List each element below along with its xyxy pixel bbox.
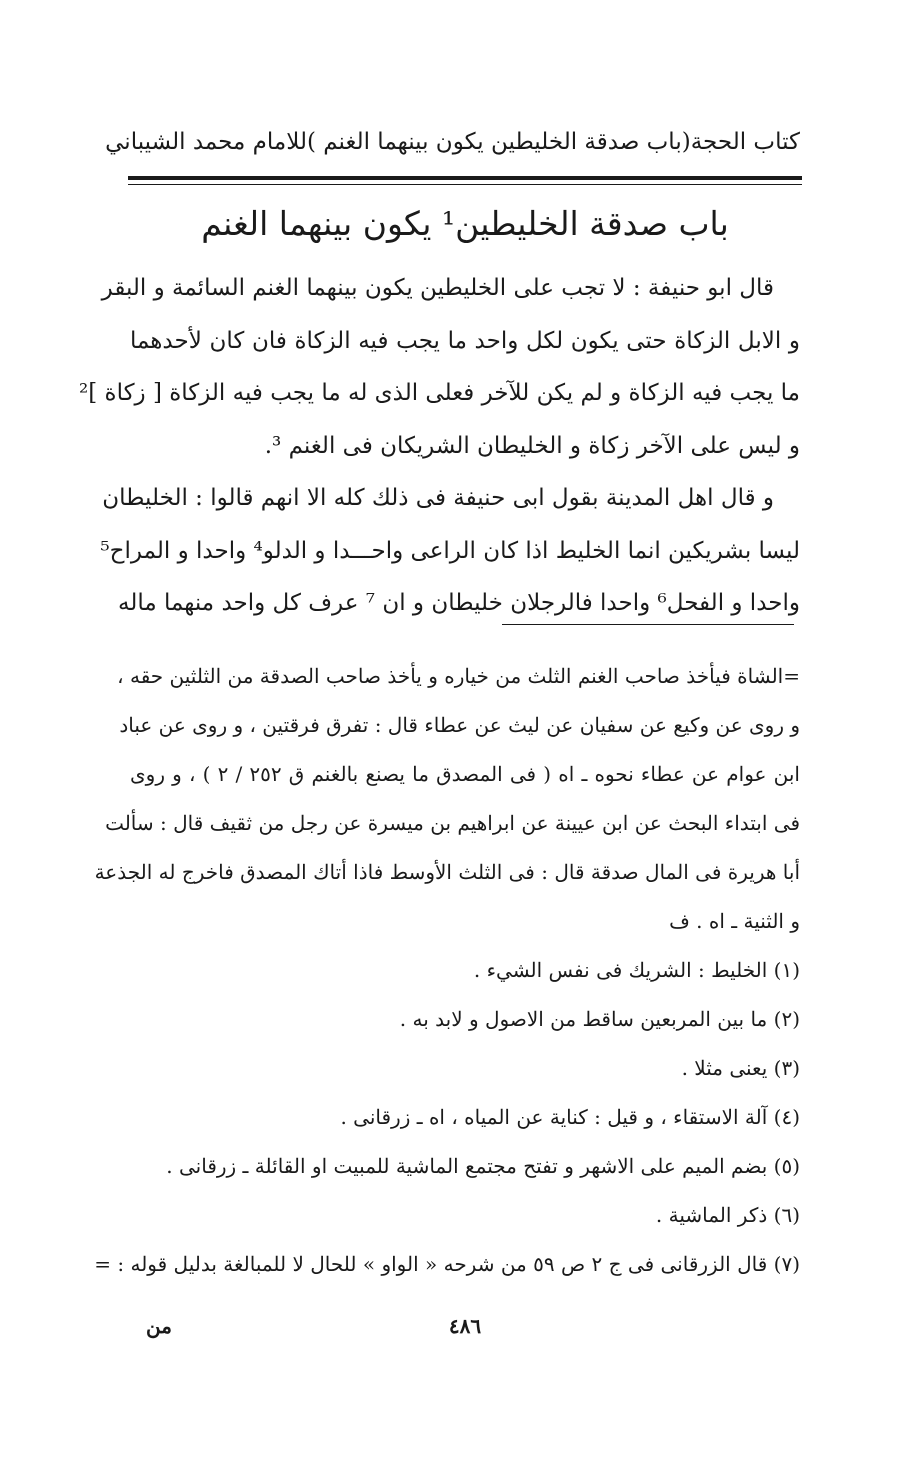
- main-text-line: قال ابو حنيفة : لا تجب على الخليطين يكون بينهما الغنم السائمة و البقر: [101, 275, 774, 301]
- footnote-line: و الثنية ـ اه . ف: [669, 909, 800, 933]
- header-book-title: كتاب الحجة: [690, 129, 800, 155]
- footnote-line: و روى عن وكيع عن سفيان عن ليث عن عطاء قال : تفرق فرقتين ، و روى عن عباد: [119, 713, 800, 737]
- footnote-line: أبا هريرة فى المال صدقة قال : فى الثلث الأوسط فاذا أتاك المصدق فاخرج له الجذعة: [94, 860, 800, 884]
- footnote-line: فى ابتداء البحث عن ابن عيينة عن ابراهيم بن ميسرة عن رجل من ثقيف قال : سألت: [105, 811, 800, 835]
- main-text-line: و قال اهل المدينة بقول ابى حنيفة فى ذلك كله الا انهم قالوا : الخليطان: [102, 485, 774, 511]
- footnote-item: (١) الخليط : الشريك فى نفس الشيء .: [473, 958, 800, 982]
- page-number: ٤٨٦: [448, 1314, 482, 1338]
- header-chapter-title: (باب صدقة الخليطين يكون بينهما الغنم ): [306, 129, 691, 155]
- main-text-line: واحدا و الفحل⁶ واحدا فالرجلان خليطان و ان ⁷ عرف كل واحد منهما ماله: [117, 590, 800, 616]
- main-text-line: و الابل الزكاة حتى يكون لكل واحد ما يجب فيه الزكاة فان كان لأحدهما: [130, 327, 800, 354]
- footnote-item: (٤) آلة الاستقاء ، و قيل : كناية عن المياه ، اه ـ زرقانى .: [340, 1105, 800, 1129]
- footnote-separator: [502, 624, 794, 625]
- chapter-title: باب صدقة الخليطين¹ يكون بينهما الغنم: [201, 204, 729, 243]
- footnote-item: (٧) قال الزرقانى فى ج ٢ ص ٥٩ من شرحه « الواو » للحال لا للمبالغة بدليل قوله : =: [94, 1252, 800, 1276]
- footnote-item: (٦) ذكر الماشية .: [655, 1203, 800, 1227]
- main-text-line: و ليس على الآخر زكاة و الخليطان الشريكان فى الغنم ³.: [264, 432, 800, 459]
- page-footer: [130, 1314, 800, 1350]
- footnote-item: (٥) بضم الميم على الاشهر و تفتح مجتمع الماشية للمبيت او القائلة ـ زرقانى .: [166, 1154, 800, 1178]
- footnotes: [94, 652, 800, 1289]
- footnote-line: =الشاة فيأخذ صاحب الغنم الثلث من خياره و يأخذ صاحب الصدقة من الثلثين حقه ،: [117, 664, 800, 688]
- footnote-item: (٢) ما بين المربعين ساقط من الاصول و لابد به .: [399, 1007, 800, 1031]
- catchword: من: [146, 1314, 172, 1338]
- running-header: [105, 122, 800, 162]
- footnote-item: (٣) يعنى مثلا .: [681, 1056, 800, 1080]
- header-rule-thin: [128, 184, 802, 185]
- main-text-line: ليسا بشريكين انما الخليط اذا كان الراعى واحـــدا و الدلو⁴ واحدا و المراح⁵: [100, 537, 800, 564]
- main-text-line: ما يجب فيه الزكاة و لم يكن للآخر فعلى الذى له ما يجب فيه الزكاة [ زكاة ]²: [79, 380, 800, 406]
- header-author: للامام محمد الشيباني: [105, 129, 307, 155]
- main-text: [79, 262, 800, 630]
- footnote-line: ابن عوام عن عطاء نحوه ـ اه ( فى المصدق ما يصنع بالغنم ق ٢٥٢ / ٢ ) ، و روى: [130, 762, 800, 786]
- header-rule-thick: [128, 176, 802, 180]
